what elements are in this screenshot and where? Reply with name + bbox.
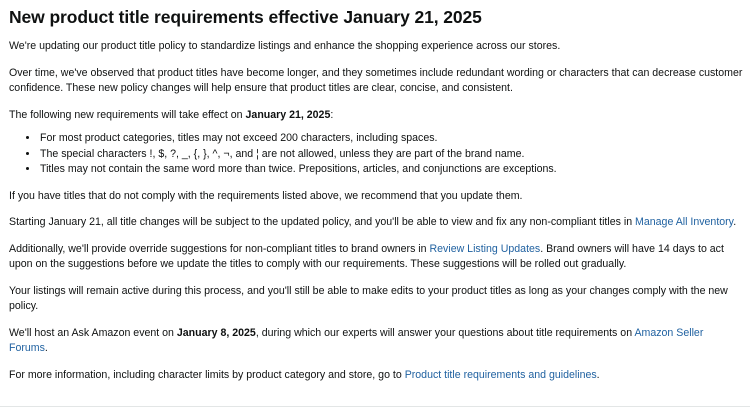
override-text: Additionally, we'll provide override suggestions for non-compliant titles to brand owners in bbox=[9, 242, 430, 255]
event-suffix: . bbox=[44, 342, 48, 354]
announcement-article bbox=[9, 6, 743, 394]
event-paragraph bbox=[9, 326, 743, 357]
requirement-item: • Titles may not contain the same word more than twice. Prepositions, articles, and conjunctions are exceptions. bbox=[39, 162, 743, 178]
starting-text: Starting January 21, all title changes will be subject to the updated policy, and you'll be able to view and fix any non-compliant titles in bbox=[9, 216, 636, 228]
override-suffix: . Brand owners will have 14 days to act upon on the suggestions before we update the titles to comply with our requirements. These suggestions will be rolled out gradually. bbox=[9, 242, 724, 270]
amazon-seller-forums-link[interactable]: Amazon Seller Forums bbox=[9, 326, 704, 354]
recommend-paragraph: If you have titles that do not comply with the requirements listed above, we recommend that you update them. bbox=[9, 189, 523, 202]
event-text: We'll host an Ask Amazon event on bbox=[9, 326, 177, 339]
requirements-intro-text: The following new requirements will take effect on bbox=[9, 108, 246, 121]
title-requirements-guidelines-link[interactable]: Product title requirements and guidelines bbox=[404, 368, 597, 381]
requirements-intro-suffix: : bbox=[330, 108, 334, 121]
event-middle-text: , during which our experts will answer your questions about title requirements on bbox=[255, 326, 635, 339]
intro-paragraph: We're updating our product title policy to standardize listings and enhance the shopping experience across our stores. bbox=[9, 40, 561, 52]
requirements-list bbox=[9, 131, 743, 178]
override-paragraph bbox=[9, 242, 743, 273]
starting-suffix: . bbox=[733, 216, 737, 228]
more-info-text: For more information, including character limits by product category and store, go to bbox=[9, 368, 405, 381]
starting-paragraph bbox=[9, 215, 743, 231]
requirements-intro-paragraph bbox=[9, 108, 743, 124]
overview-paragraph: Over time, we've observed that product titles have become longer, and they sometimes include redundant wording or characters that can decrease customer confidence. These new policy changes will help ensure that product titles are clear, concise, and consistent. bbox=[9, 66, 743, 94]
manage-all-inventory-link[interactable]: Manage All Inventory bbox=[635, 216, 734, 228]
event-date: January 8, 2025 bbox=[176, 326, 256, 339]
review-listing-updates-link[interactable]: Review Listing Updates bbox=[429, 242, 541, 255]
more-info-suffix: . bbox=[596, 368, 600, 381]
requirement-item: • The special characters !, $, ?, _, {, }, ^, ¬, and ¦ are not allowed, unless they are part of the brand name. bbox=[39, 147, 743, 163]
more-info-paragraph bbox=[9, 368, 743, 384]
active-paragraph: Your listings will remain active during this process, and you'll still be able to make edits to your product titles as long as your changes comply with the new policy. bbox=[9, 284, 728, 312]
page-title: New product title requirements effective January 21, 2025 bbox=[9, 7, 482, 27]
effective-date: January 21, 2025 bbox=[245, 108, 331, 121]
requirement-item: • For most product categories, titles may not exceed 200 characters, including spaces. bbox=[39, 131, 743, 147]
